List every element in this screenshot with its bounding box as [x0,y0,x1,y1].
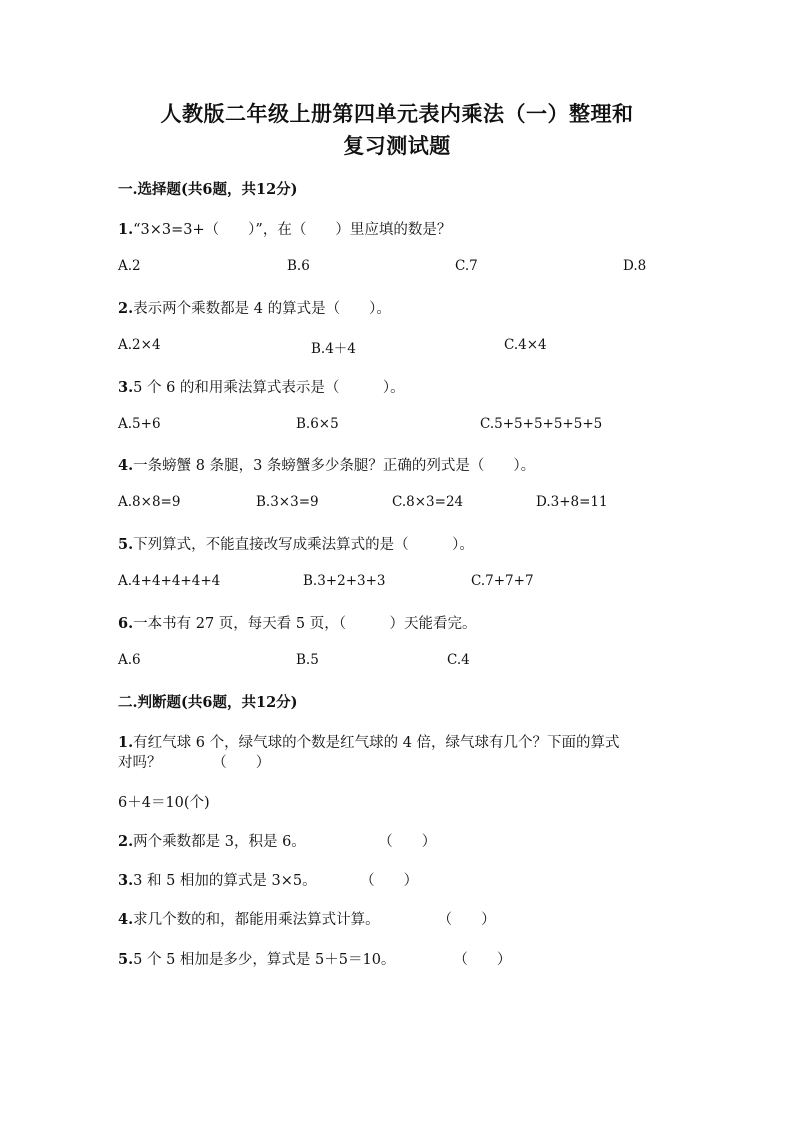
option-a[interactable]: A.2 [118,258,141,274]
question-number: 1. [118,734,134,751]
question-number: 5. [118,951,134,968]
option-a[interactable]: A.6 [118,652,141,668]
question-number: 3. [118,379,134,396]
question-text: 一本书有 27 页，每天看 5 页，（ ）天能看完。 [133,616,477,632]
option-c[interactable]: C.7+7+7 [471,573,534,589]
page-title-line-1: 人教版二年级上册第四单元表内乘法（一）整理和 [160,101,634,126]
option-b[interactable]: B.3×3=9 [256,494,319,510]
section-title-choice: 一.选择题(共6题，共12分) [118,181,298,198]
option-c[interactable]: C.7 [455,258,478,274]
question-number: 6. [118,615,134,632]
question-text: 下列算式，不能直接改写成乘法算式的是（ ）。 [133,537,474,553]
question-text: 3 和 5 相加的算式是 3×5。 （ ） [133,873,419,889]
option-b[interactable]: B.4＋4 [311,341,356,357]
question-1 [118,218,451,239]
option-c[interactable]: C.4 [447,652,470,668]
judgement-5 [118,948,511,969]
option-b[interactable]: B.3+2+3+3 [303,573,386,589]
question-4 [118,454,535,475]
question-number: 1. [118,221,134,238]
question-text: 5 个 6 的和用乘法算式表示是（ ）。 [133,380,405,396]
judgement-4 [118,908,496,929]
question-text: “3×3=3+（ ）”，在（ ）里应填的数是？ [133,222,452,238]
question-text: 求几个数的和，都能用乘法算式计算。 （ ） [133,912,496,928]
judgement-2 [118,830,436,851]
question-number: 5. [118,536,134,553]
judgement-1-expression: 6＋4＝10(个) [118,795,210,811]
option-b[interactable]: B.5 [296,652,319,668]
option-c[interactable]: C.5+5+5+5+5+5 [480,416,603,432]
option-a[interactable]: A.8×8=9 [118,494,181,510]
page-title-line-2: 复习测试题 [343,133,451,158]
judgement-1 [118,731,620,752]
question-number: 3. [118,872,134,889]
question-text: 两个乘数都是 3，积是 6。 （ ） [133,834,437,850]
option-a[interactable]: A.5+6 [118,416,161,432]
question-text: 5 个 5 相加是多少，算式是 5＋5＝10。 （ ） [133,952,512,968]
question-5 [118,533,474,554]
option-a[interactable]: A.2×4 [118,337,161,353]
option-b[interactable]: B.6×5 [296,416,339,432]
question-text: 一条螃蟹 8 条腿，3 条螃蟹多少条腿？正确的列式是（ ）。 [133,458,536,474]
option-d[interactable]: D.8 [623,258,647,274]
judgement-1-line-2: 对吗？ （ ） [118,755,271,771]
question-number: 4. [118,911,134,928]
question-3 [118,376,405,397]
question-text: 有红气球 6 个，绿气球的个数是红气球的 4 倍，绿气球有几个？下面的算式 [133,735,620,751]
option-a[interactable]: A.4+4+4+4+4 [118,573,221,589]
option-c[interactable]: C.8×3=24 [392,494,464,510]
judgement-3 [118,869,418,890]
option-b[interactable]: B.6 [287,258,310,274]
option-d[interactable]: D.3+8=11 [536,494,608,510]
section-title-judgement: 二.判断题(共6题，共12分) [118,694,298,711]
question-6 [118,612,477,633]
question-text: 表示两个乘数都是 4 的算式是（ ）。 [133,301,391,317]
option-c[interactable]: C.4×4 [504,337,547,353]
question-number: 2. [118,833,134,850]
question-number: 2. [118,300,134,317]
question-2 [118,297,391,318]
question-number: 4. [118,457,134,474]
